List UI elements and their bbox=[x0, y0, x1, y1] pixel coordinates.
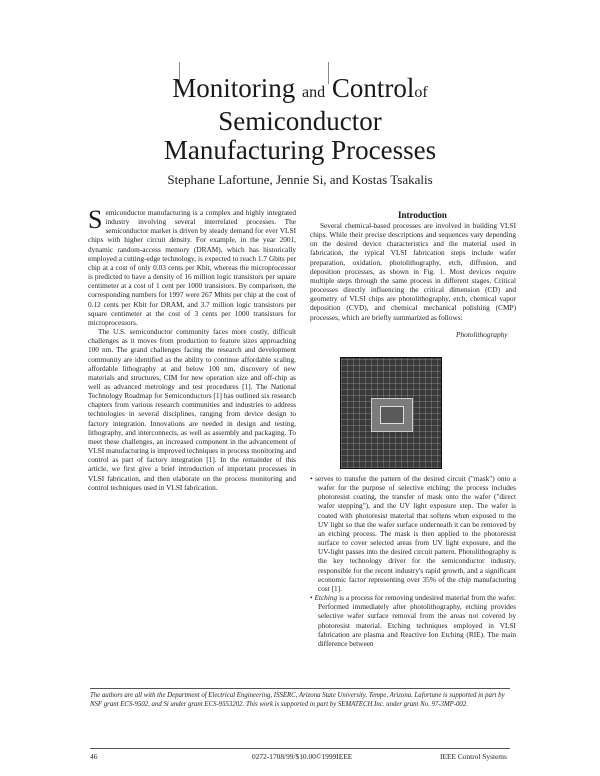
page-number: 46 bbox=[90, 752, 98, 761]
bullet-etching: • Etching is a process for removing undesired material from the wafer. Performed immediately after photolithography, etching provides selective wafer surface removal from the areas not covered by photoresist material. Etching techniques employed in VLSI fabrication are plasma and Reactive Ion Etching (RIE). The main difference between bbox=[310, 593, 516, 648]
title-word-control: Control bbox=[331, 73, 415, 103]
bullet-photolithography-start bbox=[446, 330, 516, 339]
author-affiliation-footnote: The authors are all with the Department of Electrical Engineering, ISSERC, Arizona State University, Tempe, Arizona. Lafortune is supported in part by NSF grant ECS-9502, and Si under grant ECS-9553202. This work is supported in part by SEMATECH Inc. under grant No. 97-3MP-002. bbox=[90, 692, 505, 708]
title-word-and: and bbox=[302, 84, 326, 101]
title-word-monitoring: Monitoring bbox=[172, 73, 296, 103]
chip-core bbox=[380, 406, 404, 424]
title-line-3: Manufacturing Processes bbox=[163, 135, 437, 165]
article-title bbox=[120, 74, 480, 165]
right-column-wrap bbox=[446, 330, 516, 472]
footer-rule bbox=[90, 748, 510, 749]
right-column-top bbox=[310, 221, 516, 329]
right-paragraph-1: Several chemical-based processes are involved in building VLSI chips. While their precise descriptions and sequences vary depending on the desired device characteristics and the material used in fabrication, the typical VLSI fabrication steps include wafer preparation, oxidation, photolithography, etch, diffusion, and deposition processes, as shown in Fig. 1. Most devices require multiple steps through the same process in different stages. Critical processes directly influencing the critical dimension (CD) and geometry of VLSI chips are photolithography, etch, chemical vapor deposition (CVD), and chemical mechanical polishing (CMP) processes, which are briefly summarized as follows: bbox=[310, 221, 516, 322]
bullet-photolithography-text: serves to transfer the pattern of the desired circuit ("mask") onto a wafer for the purpose of selective etching; the process includes photoresist coating, the transfer of mask onto the wafer ("direct wafer stepping"), and the UV light exposure step. The wafer is coated with photoresist material that softens when exposed to the UV light so that the wafer surface underneath it can be removed by an etching process. The mask is then applied to the photoresist surface to cover selected areas from UV light exposure, and the UV-light passes into the desired circuit pattern. Photolithography is the key technology driver for the semiconductor industry, responsible for the recent industry's rapid growth, and a significant economic factor representing over 35% of the chip manufacturing cost [1]. bbox=[315, 474, 516, 593]
bullet-photolithography: • serves to transfer the pattern of the desired circuit ("mask") onto a wafer for the purpose of selective etching; the process includes photoresist coating, the transfer of mask onto the wafer ("direct wafer stepping"), and the UV light exposure step. The wafer is coated with photoresist material that softens when exposed to the UV light so that the wafer surface underneath it can be removed by an etching process. The mask is then applied to the photoresist surface to cover selected areas from UV light exposure, and the UV-light passes into the desired circuit pattern. Photolithography is the key technology driver for the semiconductor industry, responsible for the recent industry's rapid growth, and a significant economic factor representing over 35% of the chip manufacturing cost [1]. bbox=[310, 474, 516, 593]
right-column-bottom bbox=[310, 474, 516, 682]
section-heading-introduction: Introduction bbox=[398, 210, 447, 220]
left-paragraph-1: Semiconductor manufacturing is a complex and highly integrated industry involving several interrelated processes. The semiconductor market is driven by steady demand for ever VLSI chips with higher circuit density. For example, in the year 2001, dynamic random-access memory (DRAM), which has historically employed a cutting-edge technology, is expected to reach 1.7 Gbits per chip at a cost of only 0.03 cents per Kbit, whereas the microprocessor is predicted to have a density of 16 million logic transistors per square centimeter at a cost of 1 cent per 1000 transistors. By comparison, the corresponding numbers for 1997 were 267 Mbits per chip at the cost of 0.12 cents per Kbit for DRAM, and 3.7 million logic transistors per square centimeter at the cost of 3 cents per 1000 transistors for microprocessors. bbox=[88, 208, 296, 327]
left-column bbox=[88, 208, 296, 682]
figure-chip-photo bbox=[340, 357, 442, 469]
bullet-etching-text: is a process for removing undesired material from the wafer. Performed immediately after photolithography, etching provides selective wafer surface removal from the areas not covered by photoresist material. Etching techniques employed in VLSI fabrication are plasma and Reactive Ion Etching (RIE). The main difference between bbox=[318, 593, 516, 648]
bullet-etching-lead: Etching bbox=[314, 593, 338, 603]
chip-die bbox=[371, 398, 413, 432]
issn-line: 0272-1708/99/$10.00©1999IEEE bbox=[252, 752, 353, 761]
bullet-photolithography-lead: Photolithography bbox=[456, 330, 508, 339]
footnote-rule bbox=[90, 688, 510, 689]
drop-cap: S bbox=[88, 208, 103, 234]
title-line-2: Semiconductor bbox=[218, 106, 382, 136]
left-paragraph-2: The U.S. semiconductor community faces more costly, difficult challenges as it moves from production to feature sizes approaching 100 nm. The grand challenges facing the research and development community are identified as the ability to continue affordable scaling, affordable lithography at and below 100 nm, discovery of new materials and structures, CIM for new operation size and off-chip as well as advanced metrology and test procedures [1]. The National Technology Roadmap for Semiconductors [1] has outlined six research chapters from various research communities and industries to address technologies in several disciplines, ranging from device design to factory integration. Innovations are needed in design and testing, lithography, and interconnects, as well as assembly and packaging. To meet these challenges, an increased component in the advancement of VLSI manufacturing is improved techniques in process monitoring and control as part of factory integration [1]. In the remainder of this article, we first give a brief introduction of important processes in VLSI fabrication, and then elaborate on the process monitoring and control techniques used in VLSI fabrication. bbox=[88, 327, 296, 492]
journal-name: IEEE Control Systems bbox=[440, 752, 507, 761]
title-word-of: of bbox=[414, 84, 428, 101]
author-line: Stephane Lafortune, Jennie Si, and Kostas Tsakalis bbox=[167, 172, 433, 187]
